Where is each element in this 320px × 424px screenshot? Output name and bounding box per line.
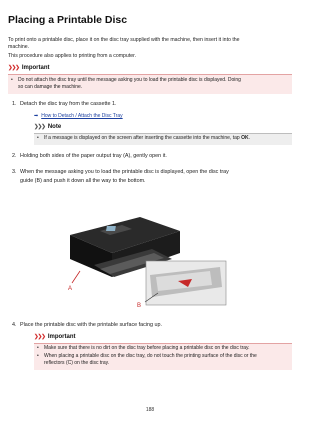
printer-illustration xyxy=(60,197,230,310)
intro-line-2: machine. xyxy=(8,44,30,50)
important-1-line-1: Do not attach the disc tray until the message asking you to load the printable disc is displayed. Doing xyxy=(18,77,241,83)
step-2: 2. Holding both sides of the paper output tray (A), gently open it. xyxy=(12,153,167,159)
step-4: 4. Place the printable disc with the printable surface facing up. xyxy=(12,322,163,328)
note-text: If a message is displayed on the screen after inserting the cassette into the machine, tap OK. xyxy=(44,135,250,141)
important-2-bullet-1: Make sure that there is no dirt on the disc tray before placing a printable disc on the disc tray. xyxy=(44,345,250,351)
important-2-bullet-2-line-1: When placing a printable disc on the disc tray, do not touch the printing surface of the disc or the xyxy=(44,353,257,359)
label-b: B xyxy=(137,303,142,309)
page-title: Placing a Printable Disc xyxy=(8,14,128,26)
important-box-1 xyxy=(8,74,292,94)
important-icon: ❯❯❯ xyxy=(8,65,19,71)
note-box xyxy=(34,133,292,145)
step-3: 3. When the message asking you to load the printable disc is displayed, open the disc tray xyxy=(12,169,229,175)
step-3-line-2: guide (B) and push it down all the way to the bottom. xyxy=(20,178,146,184)
important-heading-2: ❯❯❯ Important xyxy=(34,334,76,340)
important-box-2 xyxy=(34,343,292,370)
note-heading: ❯❯❯ Note xyxy=(34,124,62,130)
important-2-bullet-2-line-2: reflectors (C) on the disc tray. xyxy=(44,360,110,366)
note-icon: ❯❯❯ xyxy=(34,124,45,130)
intro-line-3: This procedure also applies to printing from a computer. xyxy=(8,53,137,59)
important-1-line-2: so can damage the machine. xyxy=(18,84,83,90)
arrow-right-icon: ➡ xyxy=(34,113,39,119)
bullet: • xyxy=(37,353,39,359)
intro-line-1: To print onto a printable disc, place it on the disc tray supplied with the machine, then insert it into the xyxy=(8,37,240,43)
step-1: 1. Detach the disc tray from the cassette 1. xyxy=(12,101,117,107)
bullet: • xyxy=(37,345,39,351)
detach-disc-tray-link[interactable] xyxy=(34,113,123,119)
page-number: 188 xyxy=(145,407,155,413)
important-icon: ❯❯❯ xyxy=(34,334,45,340)
link-text[interactable]: How to Detach / Attach the Disc Tray xyxy=(41,113,123,119)
label-a: A xyxy=(68,286,73,292)
bullet: • xyxy=(11,77,13,83)
important-heading-1: ❯❯❯ Important xyxy=(8,65,50,71)
bullet: • xyxy=(37,135,39,141)
